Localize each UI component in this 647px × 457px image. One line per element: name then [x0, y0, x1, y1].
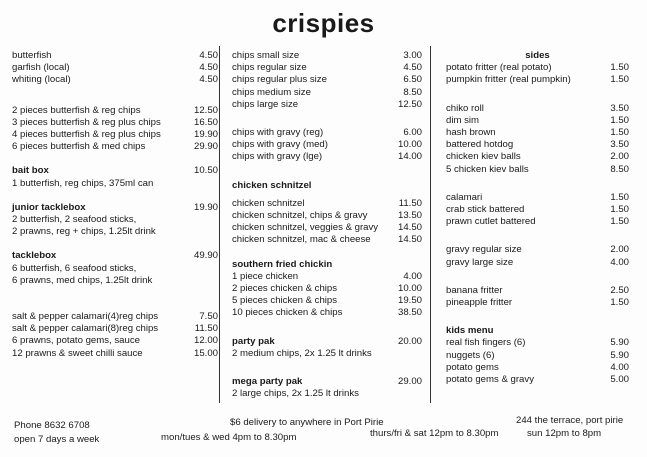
gravy-section — [446, 244, 629, 268]
open-days: open 7 days a week — [14, 434, 100, 445]
menu-item: 6 pieces butterfish & med chips 29.90 — [12, 141, 218, 153]
menu-item: 3 pieces butterfish & reg plus chips 16.50 — [12, 116, 218, 128]
calamari-prawn-section — [12, 311, 218, 360]
menu-item: chips with gravy (reg) 6.00 — [232, 127, 422, 139]
menu-item: garfish (local) 4.50 — [12, 62, 218, 74]
menu-item: gravy large size 4.00 — [446, 256, 629, 268]
menu-item: 5 chicken kiev balls 8.50 — [446, 163, 629, 175]
fritters-section — [446, 62, 629, 86]
menu-item: chips regular size 4.50 — [232, 62, 422, 74]
menu-item: 4 pieces butterfish & reg plus chips 19.90 — [12, 129, 218, 141]
column-divider — [430, 46, 431, 403]
delivery-info: $6 delivery to anywhere in Port Pirie — [230, 417, 384, 428]
menu-item: hash brown 1.50 — [446, 127, 629, 139]
menu-item: 12 prawns & sweet chilli sauce 15.00 — [12, 347, 218, 359]
section-heading: junior tacklebox 19.90 — [12, 201, 218, 213]
snacks-section — [446, 103, 629, 176]
menu-item: chips regular plus size 6.50 — [232, 74, 422, 86]
menu-column-fish — [12, 50, 218, 360]
menu-item: 1 piece chicken 4.00 — [232, 270, 422, 282]
section-heading: southern fried chickin — [232, 258, 333, 270]
sunday-hours: sun 12pm to 8pm — [527, 428, 602, 439]
menu-item-desc: 2 prawns, reg + chips, 1.25lt drink — [12, 226, 156, 238]
menu-item-desc: 1 butterfish, reg chips, 375ml can — [12, 177, 154, 189]
menu-item: chips small size 3.00 — [232, 50, 422, 61]
menu-item: chicken schnitzel 11.50 — [232, 197, 422, 209]
menu-item: butterfish 4.50 — [12, 50, 218, 61]
menu-item: chips with gravy (med) 10.00 — [232, 139, 422, 151]
weekday-hours: mon/tues & wed 4pm to 8.30pm — [161, 432, 297, 443]
seafood-sides-section — [446, 192, 629, 229]
section-heading: bait box 10.50 — [12, 165, 218, 177]
chips-gravy-section — [232, 127, 422, 164]
weekend-hours: thurs/fri & sat 12pm to 8.30pm — [370, 428, 499, 439]
menu-item: nuggets (6) 5.90 — [446, 349, 629, 361]
menu-item: chicken schnitzel, veggies & gravy 14.50 — [232, 222, 422, 234]
section-heading: tacklebox 49.90 — [12, 250, 218, 262]
menu-item-desc: 2 large chips, 2x 1.25 lt drinks — [232, 388, 359, 400]
menu-item-desc: 2 butterfish, 2 seafood sticks, — [12, 214, 137, 226]
menu-item: potato gems & gravy 5.00 — [446, 374, 629, 386]
menu-item: 2 pieces chicken & chips 10.00 — [232, 283, 422, 295]
schnitzel-section — [232, 180, 422, 247]
menu-item: pumpkin fritter (real pumpkin) 1.50 — [446, 74, 629, 86]
fish-section — [12, 50, 218, 87]
menu-item: pineapple fritter 1.50 — [446, 297, 629, 309]
mega-party-pak-section — [232, 376, 422, 400]
menu-item: prawn cutlet battered 1.50 — [446, 216, 629, 228]
fish-packs-section — [12, 105, 218, 154]
menu-item: chips large size 12.50 — [232, 98, 422, 110]
menu-item: whiting (local) 4.50 — [12, 74, 218, 86]
menu-item: crab stick battered 1.50 — [446, 204, 629, 216]
menu-item: 10 pieces chicken & chips 38.50 — [232, 307, 422, 319]
menu-item-desc: 6 butterfish, 6 seafood sticks, — [12, 262, 137, 274]
menu-item: dim sim 1.50 — [446, 114, 629, 126]
menu-item: calamari 1.50 — [446, 191, 629, 203]
menu-item: chicken schnitzel, mac & cheese 14.50 — [232, 234, 422, 246]
column-divider — [219, 46, 220, 403]
chips-section — [232, 50, 422, 111]
section-heading: chicken schnitzel — [232, 179, 312, 191]
menu-item-desc: 6 prawns, med chips, 1.25lt drink — [12, 274, 153, 286]
menu-item: real fish fingers (6) 5.90 — [446, 337, 629, 349]
junior-tacklebox-section — [12, 202, 218, 239]
bait-box-section — [12, 165, 218, 189]
menu-column-chips-chicken — [232, 50, 422, 400]
menu-item: potato fritter (real potato) 1.50 — [446, 62, 629, 74]
menu-item: gravy regular size 2.00 — [446, 244, 629, 256]
menu-item: chicken schnitzel, chips & gravy 13.50 — [232, 210, 422, 222]
menu-item: chips medium size 8.50 — [232, 86, 422, 98]
southern-fried-chicken-section — [232, 259, 422, 320]
section-heading: kids menu — [446, 325, 494, 337]
menu-item: 5 pieces chicken & chips 19.50 — [232, 295, 422, 307]
kids-menu-section — [446, 325, 629, 386]
address: 244 the terrace, port pirie — [516, 415, 624, 426]
menu-item: chips with gravy (lge) 14.00 — [232, 151, 422, 163]
menu-item: banana fritter 2.50 — [446, 284, 629, 296]
phone-number: Phone 8632 6708 — [14, 420, 90, 431]
menu-item: salt & pepper calamari(8)reg chips 11.50 — [12, 323, 218, 335]
section-heading: party pak 20.00 — [232, 335, 422, 347]
menu-item: chiko roll 3.50 — [446, 102, 629, 114]
party-pak-section — [232, 336, 422, 360]
menu-item: 2 pieces butterfish & reg chips 12.50 — [12, 104, 218, 116]
menu-item: battered hotdog 3.50 — [446, 139, 629, 151]
menu-item: chicken kiev balls 2.00 — [446, 151, 629, 163]
menu-title: crispies — [272, 8, 375, 38]
menu-item: salt & pepper calamari(4)reg chips 7.50 — [12, 311, 218, 323]
tacklebox-section — [12, 250, 218, 287]
menu-item: 6 prawns, potato gems, sauce 12.00 — [12, 335, 218, 347]
section-heading: sides — [525, 50, 550, 61]
fruit-fritters-section — [446, 285, 629, 309]
menu-column-sides — [446, 50, 629, 386]
section-heading: mega party pak 29.00 — [232, 376, 422, 388]
menu-item: potato gems 4.00 — [446, 361, 629, 373]
menu-item-desc: 2 medium chips, 2x 1.25 lt drinks — [232, 347, 372, 359]
